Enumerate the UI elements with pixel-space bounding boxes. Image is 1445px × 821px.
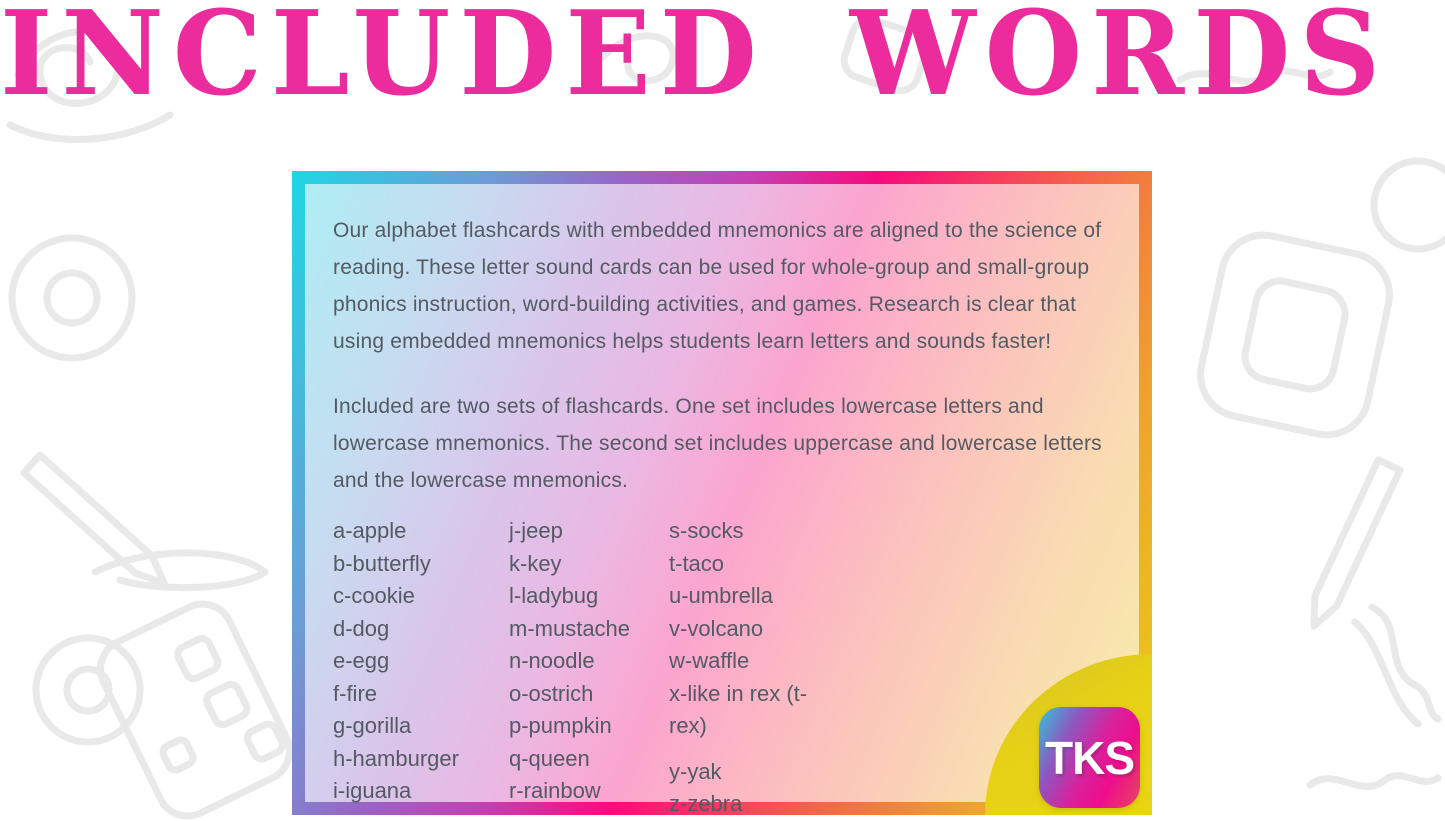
word-item: l-ladybug [509, 583, 599, 608]
tks-logo-text: TKS [1045, 731, 1134, 784]
tks-logo [1039, 707, 1140, 808]
word-item: z-zebra [669, 791, 743, 816]
word-item: o-ostrich [509, 680, 594, 706]
word-item: u-umbrella [669, 583, 773, 608]
doodle-pencil-icon [1303, 460, 1400, 631]
word-column-2 [509, 515, 669, 821]
word-item: m-mustache [509, 615, 631, 641]
word-item: y-yak [669, 758, 722, 784]
intro-paragraph: Our alphabet flashcards with embedded mnemonics are aligned to the science of reading. These letter sound cards can be used for whole-group and small-group phonics instruction, word-building activities, and games. Research is clear that using embedded mnemonics helps students learn letters and sounds faster! [333, 219, 1102, 353]
sets-paragraph: Included are two sets of flashcards. One set includes lowercase letters and lowercase mnemonics. The second set includes uppercase and lowercase letters and the lowercase mnemonics. [333, 395, 1102, 492]
word-item: r-rainbow [509, 778, 601, 803]
word-item: w-waffle [669, 648, 750, 673]
doodle-school-script-icon [1352, 604, 1438, 732]
info-card [292, 171, 1152, 815]
doodle-tablet-icon [1193, 227, 1398, 442]
card-content [305, 184, 1139, 816]
word-item: b-butterfly [333, 550, 431, 576]
word-item: q-queen [509, 745, 590, 771]
word-item: e-egg [333, 648, 390, 673]
word-item: h-hamburger [333, 745, 459, 771]
word-item: p-pumpkin [509, 713, 612, 738]
word-item: s-socks [669, 518, 744, 543]
word-list [333, 515, 1103, 821]
word-item: j-jeep [509, 518, 563, 543]
word-item: d-dog [333, 615, 390, 641]
word-item: a-apple [333, 518, 407, 543]
word-item: v-volcano [669, 615, 764, 641]
word-item: c-cookie [333, 583, 415, 608]
word-item: f-fire [333, 680, 377, 706]
word-column-1 [333, 515, 509, 821]
word-column-3 [669, 515, 841, 821]
word-item: g-gorilla [333, 713, 412, 738]
doodle-squiggle-icon [1310, 775, 1438, 786]
word-item: i-iguana [333, 778, 412, 803]
word-item: x-like in rex (t-rex) [669, 680, 808, 738]
word-item: n-noodle [509, 648, 595, 673]
word-item: k-key [509, 550, 562, 576]
page-title: INCLUDED WORDS [0, 0, 1390, 123]
doodle-circle-icon [1374, 161, 1445, 249]
doodle-calculator-icon [90, 594, 299, 821]
word-item: t-taco [669, 550, 725, 576]
doodle-tape-roll-icon [12, 238, 132, 358]
